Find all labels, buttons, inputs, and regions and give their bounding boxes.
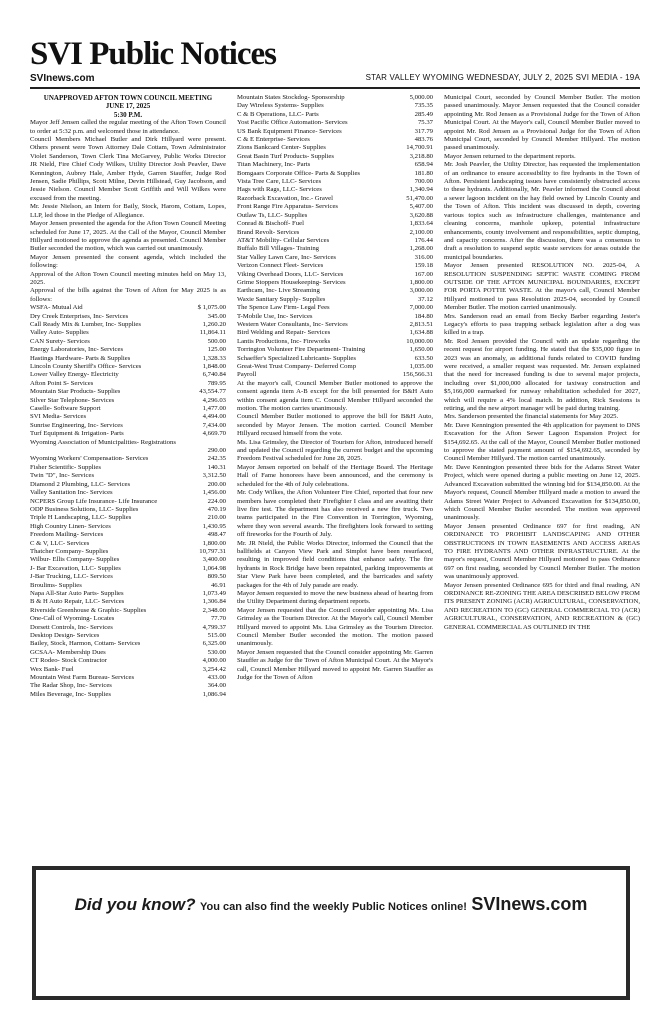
bill-amount: 433.00 — [207, 674, 226, 682]
bill-row — [237, 111, 433, 119]
bill-payee: Valley Sanitation Inc- Services — [30, 489, 113, 497]
bill-row — [30, 540, 226, 548]
bill-payee: Yost Pacific Office Automation- Services — [237, 119, 348, 127]
bill-amount: 1,477.00 — [202, 405, 226, 413]
column-3 — [444, 94, 640, 860]
bill-payee: J-Bar Trucking, LLC- Services — [30, 573, 113, 581]
bill-amount: 1,430.95 — [202, 522, 226, 530]
bill-amount: 3,000.00 — [409, 287, 433, 295]
bill-row — [30, 615, 226, 623]
bill-row — [30, 329, 226, 337]
bill-payee: Grime Stoppers Housekeeping- Services — [237, 278, 346, 286]
bill-row — [237, 237, 433, 245]
bill-amount: 156,566.31 — [402, 371, 433, 379]
bill-payee: Miles Beverage, Inc- Supplies — [30, 690, 111, 698]
bill-payee: J- Bar Excavation, LLC- Supplies — [30, 564, 121, 572]
bill-row — [30, 388, 226, 396]
bill-payee: Great Basin Turf Products- Supplies — [237, 152, 334, 160]
bill-payee: Broulims- Supplies — [30, 581, 82, 589]
notice-paragraph: Mr. Cody Wilkes, the Afton Volunteer Fire Chief, reported that four new members have completed their Firefighter I class and are awaiting their live fire test. The department has also received a new fire truck. Two teams participated in the Fire Convention in Torrington, Wyoming, where they won several awards. The firefighters look forward to setting off fireworks for the Fourth of July. — [237, 489, 433, 539]
bill-payee: Buffalo Bill Villages- Training — [237, 245, 320, 253]
bill-amount: 6,740.84 — [202, 371, 226, 379]
bill-row — [30, 439, 226, 447]
bill-payee: ODP Business Solutions, LLC- Supplies — [30, 505, 139, 513]
bill-row — [237, 363, 433, 371]
bill-row — [237, 153, 433, 161]
bill-row — [30, 455, 226, 463]
bill-amount: 4,000.00 — [202, 657, 226, 665]
notice-paragraph: Mrs. Sanderson read an email from Becky Barber regarding Jester's Legacy's efforts to pass trapping setback legislation after a dog was killed in a trap. — [444, 312, 640, 337]
bill-amount: 159.18 — [414, 262, 433, 270]
bill-row — [237, 229, 433, 237]
bill-payee: C & B Operations, LLC- Parts — [237, 110, 319, 118]
bill-payee: Zions Bankcard Center- Supplies — [237, 144, 326, 152]
bill-payee: The Radar Shop, Inc- Services — [30, 682, 112, 690]
bill-amount: 140.31 — [207, 463, 226, 471]
bill-payee: Conrad & Bischoff- Fuel — [237, 220, 304, 228]
bill-payee: CT Rodeo- Stock Contractor — [30, 657, 107, 665]
bill-amount: 1,073.49 — [202, 589, 226, 597]
bill-row — [30, 321, 226, 329]
bill-row — [30, 363, 226, 371]
bill-row — [30, 464, 226, 472]
bill-row — [30, 649, 226, 657]
bill-amount: 316.00 — [414, 253, 433, 261]
bill-row — [30, 498, 226, 506]
bill-payee: Day Wireless Systems- Supplies — [237, 102, 324, 110]
bill-amount: 3,312.50 — [202, 472, 226, 480]
bill-amount: 3,218.80 — [409, 152, 433, 160]
bill-amount: 1,634.88 — [409, 329, 433, 337]
notice-paragraph: Mayor Jensen returned to the department reports. — [444, 152, 576, 160]
bill-row — [30, 506, 226, 514]
notice-paragraph: Mayor Jensen requested that the Council consider appointing Ms. Lisa Grimsley as the Tourism Director. At the Mayor's call, Council Member Hillyard moved to appoint Ms. Lisa Grimsley as the Tourism Director. Council Member Butler seconded the motion. The motion passed unanimously. — [237, 606, 433, 648]
bill-amount: 2,100.00 — [409, 228, 433, 236]
notice-paragraph: At the mayor's call, Council Member Butler motioned to approve the consent agenda item A-B except for the bill presented for B&H Auto within consent agenda item C. Council Member Hillyard seconded the motion. The motion carries unanimously. — [237, 379, 433, 413]
bill-amount: 3,620.88 — [409, 211, 433, 219]
bill-amount: 6,325.00 — [202, 640, 226, 648]
bill-row — [30, 422, 226, 430]
bill-amount: 500.00 — [207, 337, 226, 345]
bill-row — [237, 262, 433, 270]
bill-amount: 10,000.00 — [406, 337, 433, 345]
notice-paragraph: Mayor Jeff Jensen called the regular meeting of the Afton Town Council to order at 5:32 p.m. and welcomed those in attendance. — [30, 119, 226, 135]
bill-payee: Payroll — [237, 371, 257, 379]
notice-paragraph: Mr. Dave Kennington presented three bids for the Adams Street Water Project, which were opened during a public meeting on June 12, 2025. Advanced Excavation submitted the winning bid for $134,850.00. At the Mayor's request, Council Member Hillyard made a motion to award the Adams Street Water Project to Advanced Excavation for $134,850.00, which Council Member Butler seconded. The motion was approved unanimously. — [444, 463, 640, 522]
notice-paragraph: Approval of the bills against the Town of Afton for May 2025 is as follows: — [30, 287, 226, 303]
bill-amount: 1,035.00 — [409, 363, 433, 370]
bill-payee: Mountain Star Products- Supplies — [30, 388, 121, 396]
bill-amount: 470.19 — [207, 505, 226, 513]
bill-amount: 498.47 — [207, 531, 226, 539]
bill-payee: Energy Laboratories, Inc- Services — [30, 346, 124, 354]
bill-amount: 1,268.00 — [409, 245, 433, 253]
bill-amount: 4,669.70 — [202, 430, 226, 438]
bill-payee: NCPERS Group Life Insurance- Life Insurance — [30, 497, 158, 505]
bill-payee: Razorback Excavation, Inc.- Gravel — [237, 194, 333, 202]
bill-row — [30, 590, 226, 598]
bill-row — [30, 624, 226, 632]
bill-row — [30, 380, 226, 388]
bill-amount: 210.00 — [207, 514, 226, 522]
bill-amount: 530.00 — [207, 648, 226, 656]
bill-row — [30, 313, 226, 321]
bill-payee: AT&T Mobility- Cellular Services — [237, 236, 330, 244]
bill-row — [30, 481, 226, 489]
bill-payee: Hastings Hardware- Parts & Supplies — [30, 354, 131, 362]
notice-paragraph: Mr. Rod Jensen provided the Council with an update regarding the recent request for airport funding. He stated that the $35,000 figure in 2023 was an anomaly, as additional funds related to COVID funding were received, a smaller request was requested. Mr. Jensen explained that the need for increased funding is due to several major projects, including over $1,000,000 allocated for taxiway construction and $5,166,000 earmarked for runway rehabilitation scheduled for 2027, which will require a 4% local match. In addition, Rick Sessions is retiring, and the new airport manager will be paid during training. — [444, 337, 640, 413]
bill-payee: US Bank Equipment Finance- Services — [237, 127, 342, 135]
bill-row — [237, 178, 433, 186]
bill-amount: 125.00 — [207, 346, 226, 354]
promo-box — [32, 866, 630, 1000]
bill-amount: 4,296.03 — [202, 396, 226, 404]
bill-amount: 51,470.00 — [406, 194, 433, 202]
bill-amount: 1,456.00 — [202, 489, 226, 497]
bill-row — [237, 279, 433, 287]
bill-row — [30, 666, 226, 674]
bill-row — [237, 296, 433, 304]
bill-amount: 224.00 — [207, 497, 226, 505]
notice-paragraph: Council Member Butler motioned to approve the bill for B&H Auto, seconded by Mayor Jensen. The motion carried. Council Member Hillyard recused himself from the vote. — [237, 413, 433, 438]
promo-url[interactable]: SVInews.com — [471, 894, 588, 914]
notice-paragraph: Mr. Jessie Nielson, an Intern for Baily, Stock, Harom, Cottam, Lopes, LLP, led those in the Pledge of Allegiance. — [30, 203, 226, 219]
bill-amount: 1,800.00 — [409, 278, 433, 286]
bill-row — [30, 523, 226, 531]
notice-paragraph: Mayor Jensen reported on behalf of the Heritage Board. The Heritage Hall of Fame honorees have been announced, and the ceremony is scheduled for the 4th of July celebrations. — [237, 463, 433, 488]
bill-payee: Mountain West Farm Bureau- Services — [30, 674, 135, 682]
notice-columns — [30, 94, 640, 860]
bill-row — [237, 271, 433, 279]
notice-paragraph: Mayor Jensen presented the consent agenda, which included the following: — [30, 253, 226, 270]
bill-payee: Torrington Volunteer Fire Department- Training — [237, 346, 366, 354]
bill-payee: The Spence Law Firm- Legal Fees — [237, 304, 330, 312]
meeting-heading: 5:30 P.M. — [113, 110, 143, 119]
bill-payee: Bird Welding and Repair- Services — [237, 329, 331, 337]
bill-payee: Hags with Rags, LLC- Services — [237, 186, 322, 194]
bill-amount: 7,000.00 — [409, 304, 433, 312]
bill-payee: Afton Point S- Services — [30, 379, 94, 387]
bill-payee: Sunrise Engineering, Inc- Services — [30, 421, 123, 429]
edition-line: STAR VALLEY WYOMING WEDNESDAY, JULY 2, 2025 SVI MEDIA - 19A — [365, 73, 640, 82]
bill-amount: 1,064.98 — [202, 564, 226, 572]
notice-paragraph: Mr. Dave Kennington presented the 4th application for payment to DNS Excavation for the Afton Sewer Lagoon Expansion Project for $154,692.65. At the call of the Mayor, Council Member Butler motioned to approve the stated payment amount of $154,692.65, seconded by Council Member Hillyard. The motion carried unanimously. — [444, 421, 640, 463]
promo-text — [36, 894, 626, 915]
bill-payee: Dry Creek Enterprises, Inc- Services — [30, 312, 129, 320]
notice-paragraph: Council Members Michael Butler and Dirk Hillyard were present. Others present were Town Attorney Dale Cottam, Town Administrator Violet Sanderson, Town Clerk Tina McGarvey, Public Works Director JR Nield, Fire Chief Cody Wilkes, Utility Director Josh Peavler, Dave Kennington, Aubrey Hale, Amber Hyde, Garren Stauffer, Judge Rod Jensen, Sadie Phillips, Scott Milne, Devin Hillstead, Guy Jacobson, and Jessie Nielson. Council Member Scott Griffith and Will Wilkes were excused from the meeting. — [30, 136, 226, 202]
bill-amount: 2,813.51 — [409, 320, 433, 328]
bill-payee: Great-West Trust Company- Deferred Comp — [237, 363, 357, 370]
bill-payee: Western Water Consultants, Inc- Services — [237, 320, 348, 328]
bill-payee: Bomgaars Corporate Office- Parts & Supplies — [237, 169, 361, 177]
promo-lead: Did you know? — [74, 895, 196, 914]
promo-rest: You can also find the weekly Public Notices online! — [199, 901, 467, 913]
bill-payee: Viking Overhead Doors, LLC- Services — [237, 270, 344, 278]
bill-payee: Wyoming Association of Municipalities- Registrations — [30, 438, 176, 446]
bill-row — [30, 447, 226, 455]
bill-row — [30, 682, 226, 690]
bill-payee: WSFA- Mutual Aid — [30, 304, 83, 312]
bill-amount: 2,348.00 — [202, 606, 226, 614]
bill-amount: 483.76 — [414, 136, 433, 144]
bill-amount: 364.00 — [207, 682, 226, 690]
bill-payee: Vista Tree Care, LLC- Services — [237, 178, 322, 186]
bill-row — [237, 254, 433, 262]
bill-row — [237, 170, 433, 178]
bill-payee: CAN Surety- Services — [30, 337, 90, 345]
bill-payee: Verizon Connect Fleet- Services — [237, 262, 324, 270]
bill-row — [237, 212, 433, 220]
notice-paragraph: Mr. Josh Peavler, the Utility Director, has requested the implementation of an ordinance to ensure accessibility to fire hydrants in the Town of Afton. Persistent landscaping issues have consistently obstructed access to these hydrants. Additionally, Mr. Peavler informed the Council about a sewer lagoon incident on the hay field owned by Lincoln County and the Town of Afton. This incident was discussed in depth, covering various topics such as infrastructure challenges, maintenance and cleaning concerns, manhole upkeep, potential infrastructure enhancements, county involvement and responsibilities, septic dumping, and capacity concerns. After the discussion, there was a consensus to draft a resolution to suspend septic waste services for areas outside the municipal boundaries. — [444, 161, 640, 261]
bill-payee: Fisher Scientific- Supplies — [30, 463, 101, 471]
bill-row — [237, 287, 433, 295]
bill-payee: C & V, LLC- Services — [30, 539, 90, 547]
bill-amount: 633.50 — [414, 354, 433, 362]
bill-payee: Wilbur- Ellis Company- Supplies — [30, 556, 120, 564]
bill-row — [30, 640, 226, 648]
meeting-heading: UNAPPROVED AFTON TOWN COUNCIL MEETING — [43, 94, 213, 102]
bill-payee: One-Call of Wyoming- Locates — [30, 615, 115, 623]
bill-row — [237, 220, 433, 228]
bill-row — [237, 136, 433, 144]
bill-row — [237, 144, 433, 152]
notice-paragraph: Municipal Court, seconded by Council Member Butler. The motion passed unanimously. Mayor Jensen requested that the Council consider appointing Mr. Rod Jensen as a Provisional Judge for the Town of Afton Municipal Court. At the Mayor's call, Council Member Butler moved to appoint Mr. Rod Jensen as a Provisional Judge for the Town of Afton Municipal Court, seconded by Council Member Hillyard. The motion passed unanimously. — [444, 94, 640, 152]
bill-payee: Lower Valley Energy- Electricity — [30, 371, 119, 379]
bill-amount: 43,554.77 — [199, 388, 226, 396]
bill-row — [237, 94, 433, 102]
bill-row — [30, 355, 226, 363]
bill-row — [30, 691, 226, 699]
bill-amount: 37.12 — [417, 295, 433, 303]
notice-paragraph: Ms. Lisa Grimsley, the Director of Tourism for Afton, introduced herself and updated the Council regarding the current budget and the upcoming Freedom Festival scheduled for June 28, 2025. — [237, 438, 433, 463]
bill-amount: 3,254.42 — [202, 665, 226, 673]
bill-payee: Lincoln County Sheriff's Office- Services — [30, 363, 142, 370]
bill-amount: 75.37 — [417, 119, 433, 127]
bill-amount: 242.35 — [207, 455, 226, 463]
bill-row — [237, 186, 433, 194]
bill-payee: GCSAA- Membership Dues — [30, 648, 106, 656]
bill-payee: Call Ready Mix & Lumber, Inc- Supplies — [30, 320, 141, 328]
bill-row — [30, 371, 226, 379]
bill-payee: Desktop Design- Services — [30, 632, 100, 639]
bill-amount: 1,848.00 — [202, 363, 226, 370]
bill-payee: Brand Revolt- Services — [237, 228, 300, 236]
bill-amount — [222, 439, 226, 447]
bill-amount: 1,328.33 — [202, 354, 226, 362]
bill-payee: B & H Auto Repair, LLC- Services — [30, 598, 125, 606]
bill-payee: Waxie Sanitary Supply- Supplies — [237, 295, 326, 303]
bill-payee: C & E Enterprise- Services — [237, 136, 310, 144]
bill-payee: Dorsett Controls, Inc- Services — [30, 623, 113, 631]
bill-row — [237, 245, 433, 253]
bill-amount: 700.00 — [414, 178, 433, 186]
bill-row — [237, 203, 433, 211]
bill-payee: Riverside Greenhouse & Graphic- Supplies — [30, 606, 147, 614]
bill-row — [30, 397, 226, 405]
bill-payee: Mountain States Stockdog- Sponsorship — [237, 94, 345, 101]
bill-amount: 4,799.37 — [202, 623, 226, 631]
bill-row — [30, 598, 226, 606]
bill-payee: Lantis Productions, Inc- Fireworks — [237, 337, 331, 345]
notice-paragraph: Mayor Jensen requested that the Council consider appointing Mr. Garren Stauffer as Judge for the Town of Afton Municipal Court. At the Mayor's call, Council Member Hillyard moved to appoint Mr. Garren Stauffer as Judge for the Town of Afton — [237, 648, 433, 682]
bill-row — [237, 313, 433, 321]
bill-row — [30, 430, 226, 438]
publication-title: SVI Public Notices — [30, 36, 276, 72]
bill-amount: 658.94 — [414, 161, 433, 169]
bill-amount: 77.70 — [210, 615, 226, 623]
bill-amount: 1,306.84 — [202, 598, 226, 606]
bill-amount: $ 1,075.00 — [197, 304, 226, 312]
bill-amount: 1,086.94 — [202, 690, 226, 698]
bill-payee: Thatcher Company- Supplies — [30, 547, 109, 555]
bill-row — [237, 355, 433, 363]
notice-paragraph: Mayor Jensen presented Ordinance 697 for first reading, AN ORDINANCE TO PROHIBIT LANDSCAPING AND OTHER OBSTRUCTIONS IN TOWN EASEMENTS AND ACCESS AREAS TO FIRE HYDRANTS AND OTHER INFRASTRUCTURE. At the mayor's request, Council Member Hillyard motioned to pass Ordinance 697 on first reading, seconded by Council Member Butler. The motion was unanimously approved. — [444, 522, 640, 581]
notice-paragraph: Mayor Jensen requested to move the new business ahead of hearing from the Utility Department during department reports. — [237, 589, 433, 606]
masthead-subline — [30, 73, 640, 87]
bill-amount: 4,494.00 — [202, 413, 226, 421]
bill-amount: 1,260.20 — [202, 320, 226, 328]
bill-payee: T-Mobile Use, Inc- Services — [237, 312, 313, 320]
bill-amount: 1,800.00 — [202, 539, 226, 547]
bill-payee: Diamond 2 Plumbing, LLC- Services — [30, 480, 131, 488]
bill-row — [237, 128, 433, 136]
meeting-heading: JUNE 17, 2025 — [105, 102, 151, 111]
bill-amount: 285.49 — [414, 110, 433, 118]
bill-amount: 789.95 — [207, 379, 226, 387]
bill-amount: 176.44 — [414, 236, 433, 244]
column-1 — [30, 94, 226, 860]
bill-amount: 181.80 — [414, 169, 433, 177]
bill-payee: Wyoming Workers' Compensation- Services — [30, 455, 149, 463]
bill-payee: Outlaw Ts, LLC- Supplies — [237, 211, 308, 219]
bill-amount: 809.50 — [207, 573, 226, 581]
bill-row — [30, 531, 226, 539]
bill-amount: 14,700.91 — [406, 144, 433, 152]
masthead — [30, 36, 640, 72]
bill-row — [30, 607, 226, 615]
notice-paragraph: Approval of the Afton Town Council meeting minutes held on May 13, 2025. — [30, 270, 226, 286]
bill-amount: 735.35 — [414, 102, 433, 110]
bill-row — [30, 573, 226, 581]
bill-amount: 345.00 — [207, 312, 226, 320]
bill-payee: Valley Auto- Supplies — [30, 329, 89, 337]
bill-row — [30, 556, 226, 564]
bill-row — [237, 338, 433, 346]
bill-amount: 184.80 — [414, 312, 433, 320]
bill-payee: Triple H Landscaping, LLC- Supplies — [30, 514, 132, 522]
bill-row — [237, 371, 433, 379]
bill-amount: 167.00 — [414, 270, 433, 278]
bill-row — [30, 582, 226, 590]
bill-amount: 3,400.00 — [202, 556, 226, 564]
masthead-rule — [30, 87, 640, 89]
bill-payee: SVI Media- Services — [30, 413, 87, 421]
notice-paragraph: Mayor Jensen presented the agenda for the Afton Town Council Meeting scheduled for June 17, 2025. At the Call of the Mayor, Council Member Hillyard motioned to approve the agenda as presented. Council Member Butler seconded the motion, which was carried out unanimously. — [30, 220, 226, 253]
bill-row — [30, 413, 226, 421]
bill-row — [30, 346, 226, 354]
bill-amount: 1,833.64 — [409, 220, 433, 228]
bill-payee: High Country Linen- Services — [30, 522, 111, 530]
bill-amount: 1,340.94 — [409, 186, 433, 194]
notice-paragraph: Mr. JR Nield, the Public Works Director, informed the Council that the ballfields at Canyon View Park and Simplot have been resurfaced, resulting in improved field conditions that enhance safety. The fire hydrants in Rock Bridge have been repainted, parking improvements at Star View Park have been completed, and the barricades and safety packages for the 4th of July parade are ready. — [237, 539, 433, 589]
bill-payee: Napa All-Star Auto Parts- Supplies — [30, 589, 124, 597]
bill-payee: Twin "D", Inc- Services — [30, 472, 95, 480]
notice-paragraph: Mayor Jensen presented RESOLUTION NO. 2025-04, A RESOLUTION SUSPENDING SEPTIC WASTE COMING FROM OUTSIDE OF THE AFTON MUNICIPAL BOUNDARIES, EXCEPT FOR PORTA POTTIE WASTE. At the mayor's call, Council Member Hillyard motioned to pass Resolution 2025-04, seconded by Council Member Butler. The motion carried unanimously. — [444, 262, 640, 312]
bill-payee: Front Range Fire Apparatus- Services — [237, 203, 339, 211]
bill-row — [30, 632, 226, 640]
bill-row — [237, 161, 433, 169]
bill-amount: 317.79 — [414, 127, 433, 135]
bill-row — [237, 346, 433, 354]
bill-payee: Star Valley Lawn Care, Inc- Services — [237, 253, 337, 261]
bill-payee: Wex Bank- Fuel — [30, 665, 74, 673]
bill-row — [30, 489, 226, 497]
bill-row — [30, 548, 226, 556]
bill-row — [237, 329, 433, 337]
bill-amount: 290.00 — [207, 447, 226, 455]
bill-amount: 11,864.11 — [199, 329, 226, 337]
bill-payee: Schaeffer's Specialized Lubricants- Supplies — [237, 354, 357, 362]
bill-payee: Caselle- Software Support — [30, 405, 101, 413]
column-2 — [237, 94, 433, 860]
bill-row — [237, 304, 433, 312]
bill-amount: 1,650.00 — [409, 346, 433, 354]
bill-amount: 200.00 — [207, 480, 226, 488]
notice-paragraph: Mrs. Sanderson presented the financial statements for May 2025. — [444, 413, 619, 421]
bill-payee: Earthcam, Inc- Live Streaming — [237, 287, 320, 295]
bill-payee: Freedom Mailing- Services — [30, 531, 104, 539]
bill-row — [30, 405, 226, 413]
bill-row — [237, 195, 433, 203]
bill-amount: 5,407.00 — [409, 203, 433, 211]
bill-row — [30, 674, 226, 682]
bill-row — [237, 321, 433, 329]
bill-row — [30, 657, 226, 665]
bill-payee: Titan Machinery, Inc- Parts — [237, 161, 311, 169]
site-link[interactable]: SVInews.com — [30, 73, 95, 84]
bill-row — [30, 304, 226, 312]
bill-amount: 10,797.31 — [199, 547, 226, 555]
bill-amount: 46.91 — [210, 581, 226, 589]
bill-payee: Silver Star Telephone- Services — [30, 396, 115, 404]
bill-row — [30, 472, 226, 480]
notice-paragraph: Mayor Jensen presented Ordinance 695 for third and final reading, AN ORDINANCE RE-ZONING THE AREA DESCRIBED BELOW FROM ITS PRESENT ZONING (ACR) AGRICULTURAL, CONSERVATION, AND RECREATION TO (GC) GENERAL COMMERCIAL TO (ACR) AGRICULTURAL, CONSERVATION, AND RECREATION & (GC) GENERAL COMMERCIAL AS OUTLINED IN THE — [444, 581, 640, 631]
bill-row — [30, 514, 226, 522]
bill-amount: 5,000.00 — [409, 94, 433, 101]
bill-payee: Turf Equipment & Irrigation- Parts — [30, 430, 124, 438]
bill-row — [237, 102, 433, 110]
bill-amount: 515.00 — [207, 632, 226, 639]
bill-payee: Bailey, Stock, Harmon, Cottam- Services — [30, 640, 141, 648]
bill-row — [237, 119, 433, 127]
bill-row — [30, 565, 226, 573]
bill-amount: 7,434.00 — [202, 421, 226, 429]
bill-row — [30, 338, 226, 346]
